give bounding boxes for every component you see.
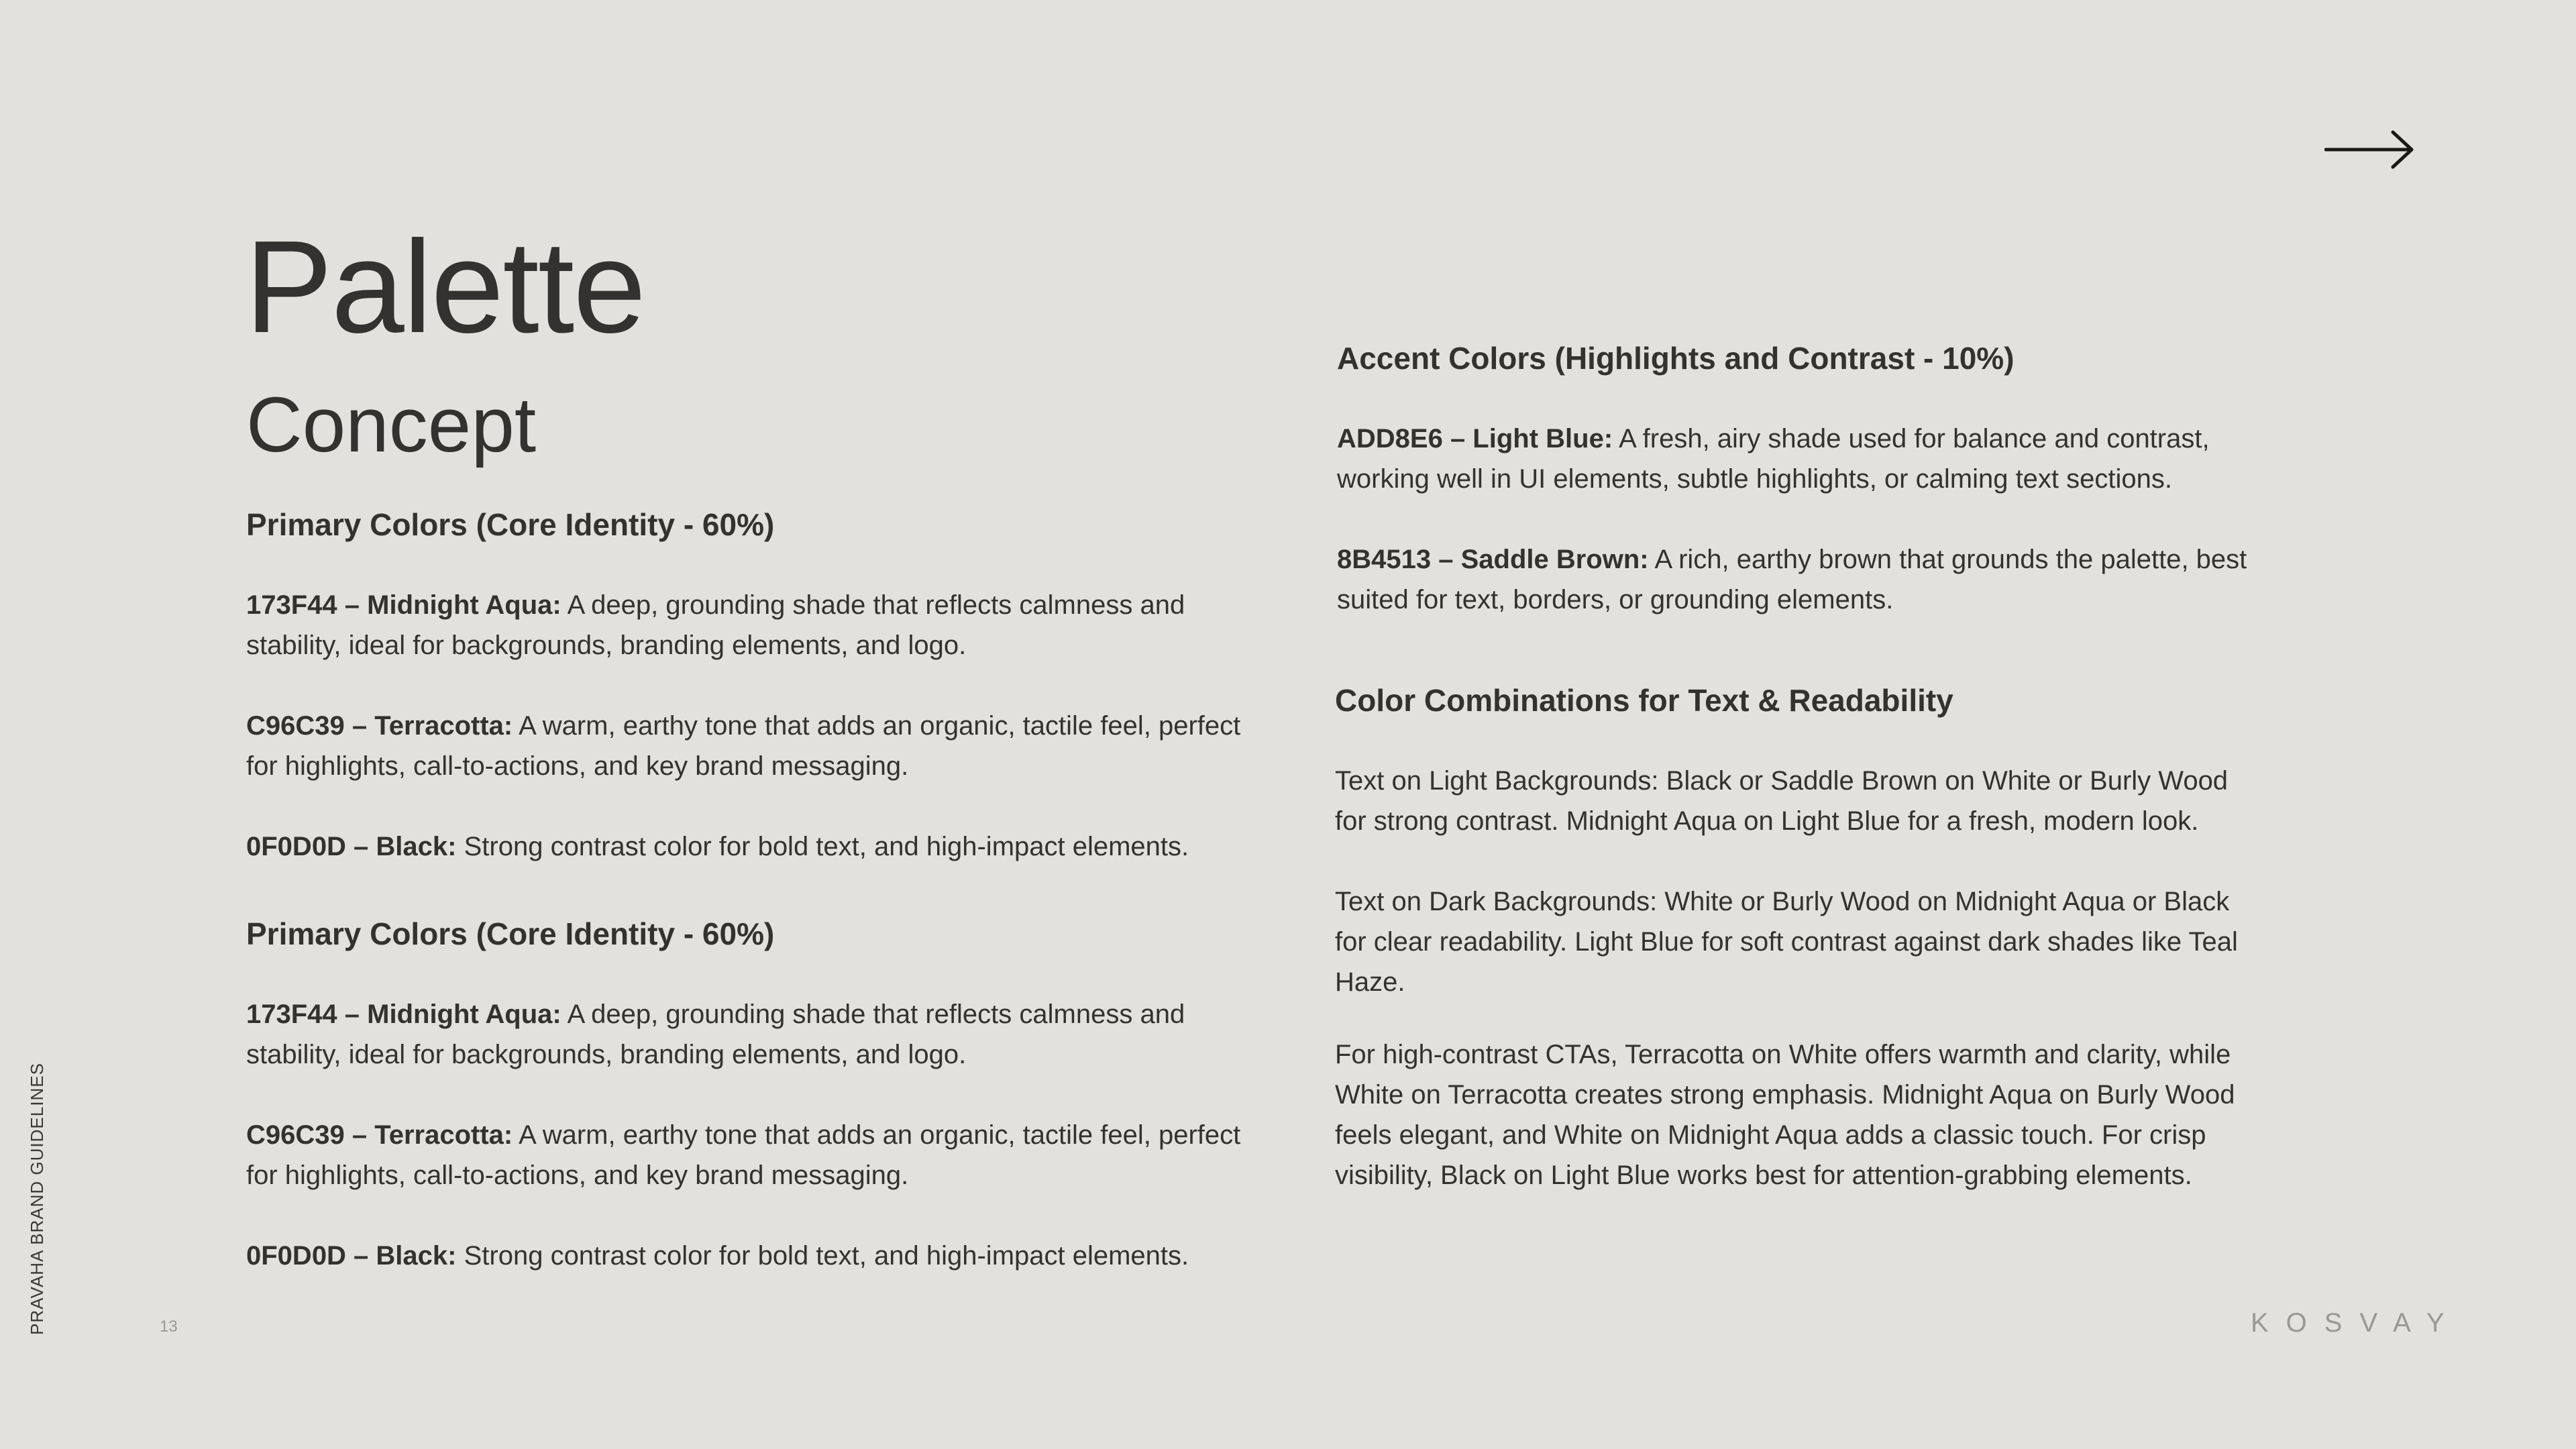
color-description: A warm, earthy tone that adds an organic, tactile feel, perfect for highlights, call-to-actions, and key brand messaging. bbox=[246, 1120, 1241, 1190]
color-item-saddle-brown bbox=[1337, 539, 2263, 620]
color-description: A warm, earthy tone that adds an organic, tactile feel, perfect for highlights, call-to-actions, and key brand messaging. bbox=[246, 711, 1241, 781]
section-accent-colors bbox=[1337, 338, 2263, 620]
color-description: A deep, grounding shade that reflects calmness and stability, ideal for backgrounds, branding elements, and logo. bbox=[246, 1000, 1185, 1069]
color-item-midnight-aqua bbox=[246, 585, 1259, 665]
section-color-combinations bbox=[1335, 680, 2263, 1195]
section-heading: Accent Colors (Highlights and Contrast - 10%) bbox=[1337, 341, 2015, 376]
page-subtitle: Concept bbox=[246, 381, 537, 468]
color-name: ADD8E6 – Light Blue: bbox=[1337, 424, 1613, 453]
color-item-terracotta bbox=[246, 1115, 1259, 1195]
color-description: Strong contrast color for bold text, and high-impact elements. bbox=[456, 1241, 1189, 1271]
color-item-light-blue bbox=[1337, 419, 2263, 499]
color-description: A fresh, airy shade used for balance and contrast, working well in UI elements, subtle highlights, or calming text sections. bbox=[1337, 424, 2210, 494]
right-column bbox=[1337, 338, 2263, 1195]
combo-paragraph-cta: For high-contrast CTAs, Terracotta on White offers warmth and clarity, while White on Terracotta creates strong emphasis. Midnight Aqua on Burly Wood feels elegant, and White on Midnight Aqua adds a classic touch. For crisp visibility, Black on Light Blue works best for attention-grabbing elements. bbox=[1335, 1040, 2235, 1190]
section-heading: Color Combinations for Text & Readability bbox=[1335, 683, 1953, 718]
left-column bbox=[246, 504, 1259, 1276]
arrow-right-icon[interactable] bbox=[2324, 129, 2415, 170]
page-title: Palette bbox=[245, 213, 645, 360]
color-description: A deep, grounding shade that reflects calmness and stability, ideal for backgrounds, branding elements, and logo. bbox=[246, 590, 1185, 660]
color-name: 173F44 – Midnight Aqua: bbox=[246, 1000, 561, 1029]
color-item-terracotta bbox=[246, 706, 1259, 786]
color-description: Strong contrast color for bold text, and high-impact elements. bbox=[456, 832, 1189, 861]
brand-logo: KOSVAY bbox=[2251, 1308, 2462, 1338]
combo-paragraph-light: Text on Light Backgrounds: Black or Saddle Brown on White or Burly Wood for strong contrast. Midnight Aqua on Light Blue for a fresh, modern look. bbox=[1335, 766, 2229, 836]
color-name: C96C39 – Terracotta: bbox=[246, 711, 513, 741]
section-heading: Primary Colors (Core Identity - 60%) bbox=[246, 507, 775, 542]
color-item-midnight-aqua bbox=[246, 994, 1259, 1075]
combo-paragraph-dark: Text on Dark Backgrounds: White or Burly Wood on Midnight Aqua or Black for clear readability. Light Blue for soft contrast against dark shades like Teal Haze. bbox=[1335, 887, 2238, 997]
color-item-black bbox=[246, 1236, 1259, 1276]
color-name: 173F44 – Midnight Aqua: bbox=[246, 590, 561, 620]
section-heading: Primary Colors (Core Identity - 60%) bbox=[246, 916, 775, 951]
side-label: PRAVAHA BRAND GUIDELINES bbox=[27, 1063, 47, 1335]
page-number: 13 bbox=[160, 1318, 178, 1336]
section-primary-colors bbox=[246, 504, 1259, 867]
color-item-black bbox=[246, 826, 1259, 867]
color-description: A rich, earthy brown that grounds the palette, best suited for text, borders, or grounding elements. bbox=[1337, 545, 2247, 614]
color-name: 8B4513 – Saddle Brown: bbox=[1337, 545, 1649, 574]
color-name: C96C39 – Terracotta: bbox=[246, 1120, 513, 1150]
color-name: 0F0D0D – Black: bbox=[246, 832, 457, 861]
color-name: 0F0D0D – Black: bbox=[246, 1241, 457, 1271]
section-primary-colors-repeat bbox=[246, 914, 1259, 1276]
